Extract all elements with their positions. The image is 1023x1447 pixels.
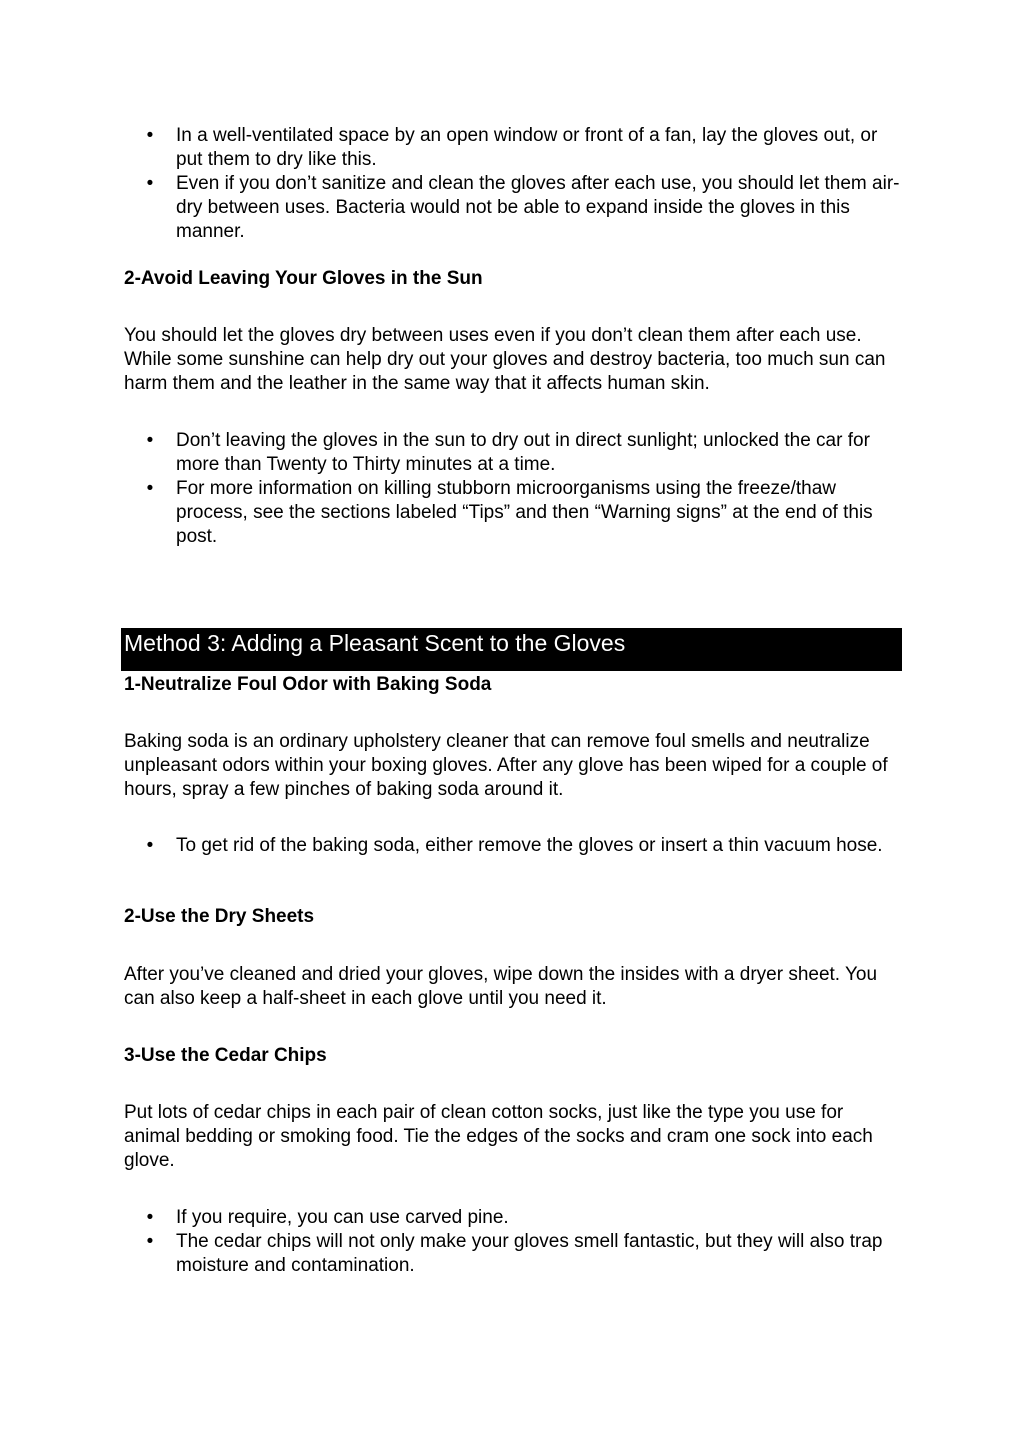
section-heading-cedar-chips: 3-Use the Cedar Chips	[124, 1045, 327, 1066]
bullet-list-cedar-chips	[124, 1206, 904, 1278]
section-heading-baking-soda: 1-Neutralize Foul Odor with Baking Soda	[124, 674, 492, 695]
list-item-text: For more information on killing stubborn microorganisms using the freeze/thaw process, see the sections labeled “Tips” and then “Warning signs” at the end of this post.	[176, 478, 873, 547]
list-item-text: Even if you don’t sanitize and clean the gloves after each use, you should let them air-dry between uses. Bacteria would not be able to expand inside the gloves in this manner.	[176, 173, 900, 242]
method-title: Method 3: Adding a Pleasant Scent to the Gloves	[124, 630, 626, 656]
list-item	[124, 172, 904, 244]
bullet-list-drying	[124, 124, 904, 244]
list-item	[124, 429, 904, 477]
bullet-icon: •	[146, 125, 154, 146]
method-banner	[121, 628, 902, 671]
section-heading-dry-sheets: 2-Use the Dry Sheets	[124, 906, 315, 927]
list-item-text: In a well-ventilated space by an open window or front of a fan, lay the gloves out, or put them to dry like this.	[176, 125, 878, 170]
bullet-icon: •	[146, 1231, 154, 1252]
bullet-icon: •	[146, 835, 154, 856]
paragraph-dry-sheets: After you’ve cleaned and dried your gloves, wipe down the insides with a dryer sheet. You can also keep a half-sheet in each glove until you need it.	[124, 964, 878, 1009]
list-item-text: The cedar chips will not only make your gloves smell fantastic, but they will also trap moisture and contamination.	[176, 1231, 883, 1276]
list-item	[124, 477, 904, 549]
list-item	[124, 1206, 904, 1230]
list-item-text: If you require, you can use carved pine.	[176, 1207, 509, 1228]
paragraph-sun: You should let the gloves dry between uses even if you don’t clean them after each use. While some sunshine can help dry out your gloves and destroy bacteria, too much sun can harm them and the leather in the same way that it affects human skin.	[124, 325, 886, 394]
list-item-text: Don’t leaving the gloves in the sun to dry out in direct sunlight; unlocked the car for more than Twenty to Thirty minutes at a time.	[176, 430, 870, 475]
list-item	[124, 124, 904, 172]
list-item	[124, 834, 904, 858]
bullet-icon: •	[146, 1207, 154, 1228]
bullet-list-sun	[124, 429, 904, 549]
list-item-text: To get rid of the baking soda, either remove the gloves or insert a thin vacuum hose.	[176, 835, 883, 856]
bullet-icon: •	[146, 430, 154, 451]
bullet-icon: •	[146, 478, 154, 499]
section-heading-sun: 2-Avoid Leaving Your Gloves in the Sun	[124, 268, 483, 289]
bullet-icon: •	[146, 173, 154, 194]
paragraph-cedar-chips: Put lots of cedar chips in each pair of clean cotton socks, just like the type you use for animal bedding or smoking food. Tie the edges of the socks and cram one sock into each glove.	[124, 1102, 873, 1171]
list-item	[124, 1230, 904, 1278]
paragraph-baking-soda: Baking soda is an ordinary upholstery cleaner that can remove foul smells and neutralize unpleasant odors within your boxing gloves. After any glove has been wiped for a couple of hours, spray a few pinches of baking soda around it.	[124, 731, 888, 800]
bullet-list-baking-soda	[124, 834, 904, 858]
